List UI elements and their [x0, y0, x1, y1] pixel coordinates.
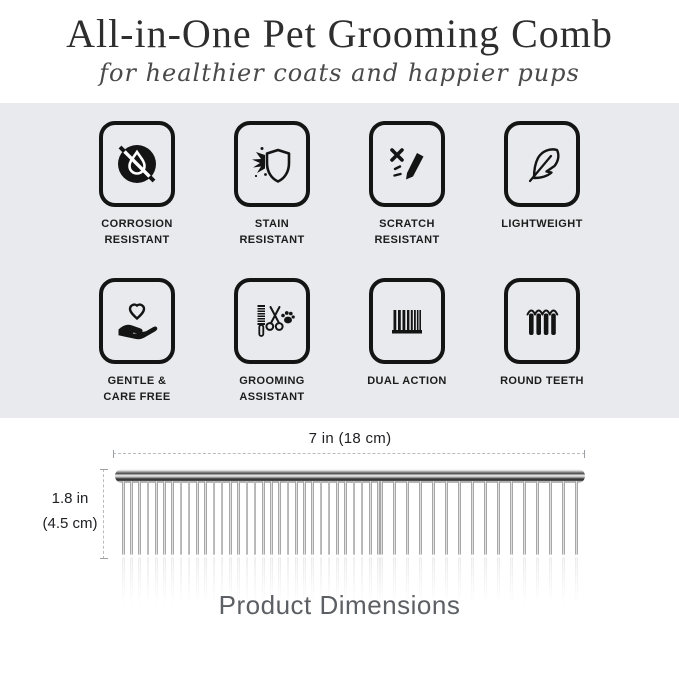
- feature-scratch-resistant: [340, 121, 475, 248]
- grooming-assistant-icon: [234, 278, 310, 364]
- feature-corrosion-resistant: [70, 121, 205, 248]
- feature-label: ROUND TEETH: [500, 375, 584, 387]
- comb-coarse-teeth: [380, 481, 578, 555]
- corrosion-resistant-icon: [99, 121, 175, 207]
- feature-label: GROOMING ASSISTANT: [239, 375, 305, 403]
- section-caption: Product Dimensions: [218, 590, 461, 620]
- feature-grid: [0, 121, 679, 405]
- header: [0, 0, 679, 103]
- feature-dual-action: [340, 278, 475, 405]
- feature-gentle-care-free: [70, 278, 205, 405]
- comb-fine-teeth: [122, 481, 380, 555]
- gentle-care-icon: [99, 278, 175, 364]
- feature-label: SCRATCH RESISTANT: [374, 218, 440, 246]
- page-title: All-in-One Pet Grooming Comb: [66, 11, 613, 56]
- feature-round-teeth: [475, 278, 610, 405]
- page-subtitle: for healthier coats and happier pups: [99, 59, 580, 87]
- feature-label: CORROSION RESISTANT: [101, 218, 173, 246]
- comb-teeth: [115, 481, 585, 555]
- feature-grooming-assistant: [205, 278, 340, 405]
- feature-label: LIGHTWEIGHT: [501, 218, 583, 230]
- stain-resistant-icon: [234, 121, 310, 207]
- comb-illustration: [115, 469, 585, 555]
- dimensions-section: [0, 418, 679, 679]
- dual-action-icon: [369, 278, 445, 364]
- width-dimension-label: 7 in (18 cm): [308, 430, 392, 447]
- scratch-resistant-icon: [369, 121, 445, 207]
- feature-band: [0, 103, 679, 418]
- feature-stain-resistant: [205, 121, 340, 248]
- feature-label: GENTLE & CARE FREE: [103, 375, 171, 403]
- feature-lightweight: [475, 121, 610, 248]
- lightweight-icon: [504, 121, 580, 207]
- width-dimension-line: [113, 453, 585, 454]
- feature-label: DUAL ACTION: [367, 375, 447, 387]
- height-dimension-label: 1.8 in (4.5 cm): [42, 490, 98, 532]
- height-dimension-line: [103, 469, 104, 559]
- round-teeth-icon: [504, 278, 580, 364]
- feature-label: STAIN RESISTANT: [239, 218, 305, 246]
